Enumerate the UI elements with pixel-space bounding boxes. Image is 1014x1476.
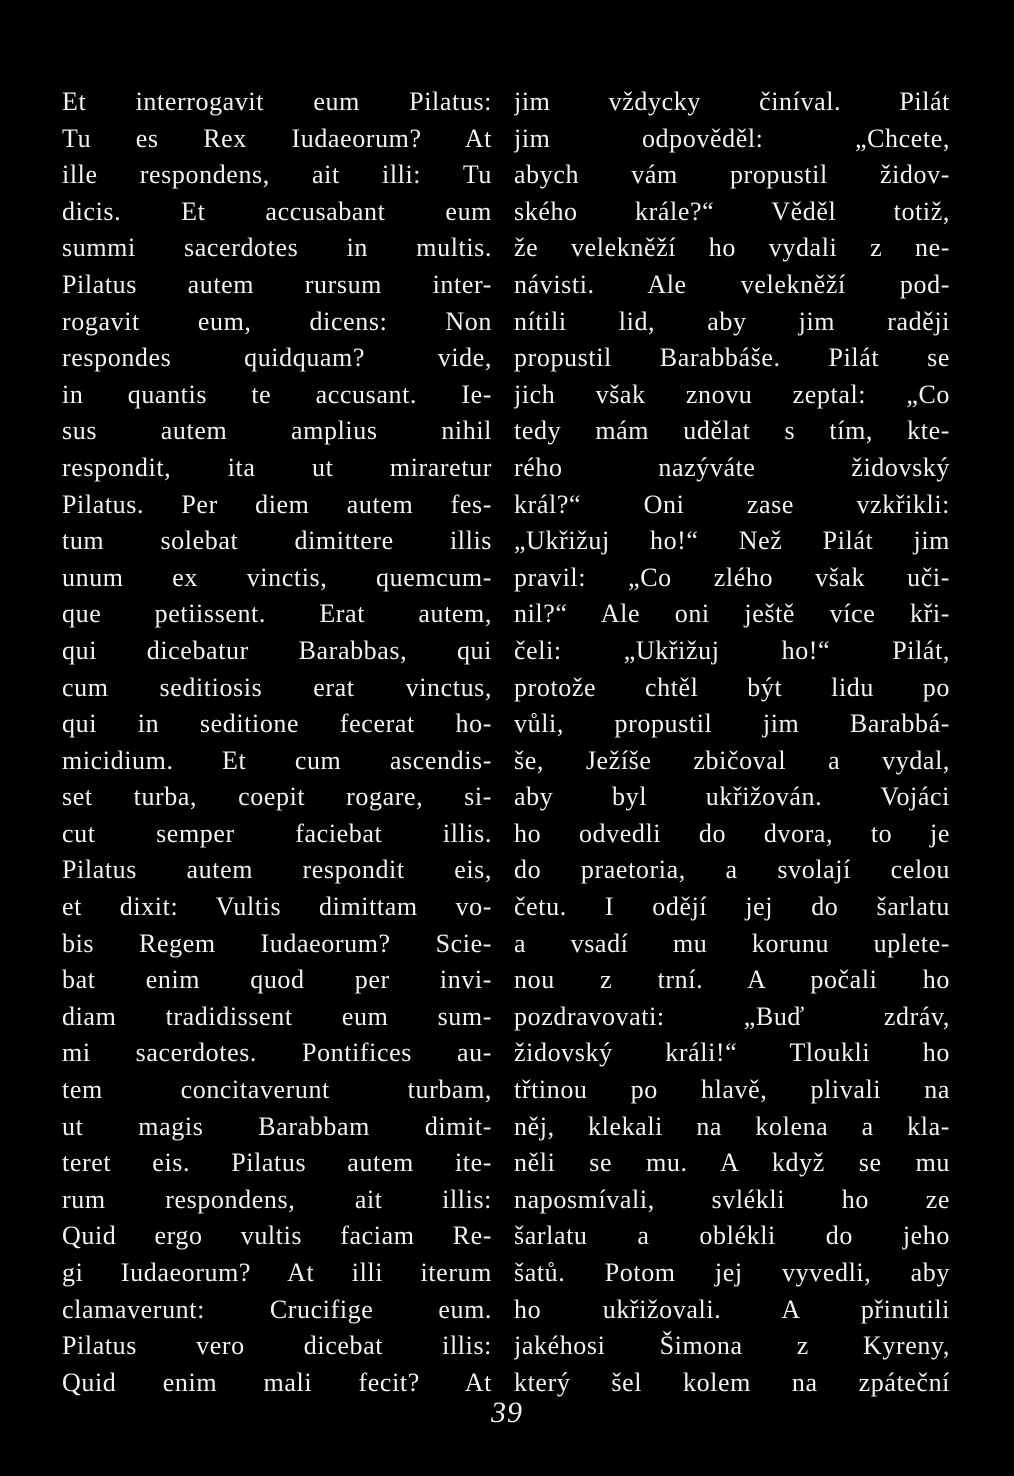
latin-text-line: tem concitaverunt turbam, [62,1075,492,1105]
latin-text-line: Quid ergo vultis faciam Re- [62,1221,492,1251]
czech-text-line: něj, klekali na kolena a kla- [514,1111,950,1141]
latin-text-line: unum ex vinctis, quemcum- [62,562,492,592]
latin-text-line: Pilatus. Per diem autem fes- [62,489,492,519]
latin-text-line: rum respondens, ait illis: [62,1184,492,1214]
czech-text-line: ho ukřižovali. A přinutili [514,1294,950,1324]
latin-text-line: summi sacerdotes in multis. [62,233,492,263]
czech-text-line: „Ukřižuj ho!“ Než Pilát jim [514,526,950,556]
czech-text-line: že velekněží ho vydali z ne- [514,233,950,263]
latin-text-line: diam tradidissent eum sum- [62,1001,492,1031]
latin-text-line: qui in seditione fecerat ho- [62,709,492,739]
czech-text-line: nítili lid, aby jim raději [514,306,950,336]
czech-text-line: ho odvedli do dvora, to je [514,818,950,848]
czech-text-line: abych vám propustil židov- [514,160,950,190]
czech-text-line: šatů. Potom jej vyvedli, aby [514,1258,950,1287]
latin-text-line: gi Iudaeorum? At illi iterum [62,1258,492,1287]
czech-text-line: jim vždycky činíval. Pilát [514,87,950,116]
czech-text-line: židovský králi!“ Tloukli ho [514,1038,950,1068]
czech-text-line: do praetoria, a svolají celou [514,855,950,885]
czech-text-line: návisti. Ale velekněží pod- [514,269,950,299]
czech-text-line: šarlatu a oblékli do jeho [514,1221,950,1251]
latin-text-line: Pilatus autem rursum inter- [62,269,492,299]
czech-text-line: nil?“ Ale oni ještě více kři- [514,599,950,629]
latin-text-line: cut semper faciebat illis. [62,818,492,848]
latin-text-line: mi sacerdotes. Pontifices au- [62,1038,492,1068]
latin-text-line: Pilatus vero dicebat illis: [62,1331,492,1361]
czech-text-line: propustil Barabbáše. Pilát se [514,343,950,373]
latin-text-line: sus autem amplius nihil [62,416,492,446]
czech-text-line: naposmívali, svlékli ho ze [514,1184,950,1214]
czech-text-line: třtinou po hlavě, plivali na [514,1075,950,1105]
czech-text-line: něli se mu. A když se mu [514,1148,950,1178]
latin-text-line: tum solebat dimittere illis [62,526,492,556]
latin-text-column [62,84,492,1401]
czech-text-line: jakéhosi Šimona z Kyreny, [514,1331,950,1361]
czech-text-line: četu. I odějí jej do šarlatu [514,892,950,922]
latin-text-line: clamaverunt: Crucifige eum. [62,1294,492,1324]
czech-text-line: král?“ Oni zase vzkřikli: [514,489,950,519]
latin-text-line: cum seditiosis erat vinctus, [62,672,492,702]
czech-text-line: čeli: „Ukřižuj ho!“ Pilát, [514,635,950,665]
latin-text-line: bat enim quod per invi- [62,965,492,995]
latin-text-line: set turba, coepit rogare, si- [62,782,492,812]
latin-text-line: respondes quidquam? vide, [62,343,492,373]
latin-text-line: que petiissent. Erat autem, [62,599,492,629]
latin-text-line: ut magis Barabbam dimit- [62,1111,492,1141]
czech-text-line: pravil: „Co zlého však uči- [514,562,950,592]
czech-text-line: pozdravovati: „Buď zdráv, [514,1001,950,1031]
latin-text-line: Quid enim mali fecit? At [62,1367,492,1397]
czech-text-line: jich však znovu zeptal: „Co [514,379,950,409]
czech-text-line: tedy mám udělat s tím, kte- [514,416,950,446]
latin-text-line: respondit, ita ut miraretur [62,452,492,482]
latin-text-line: Pilatus autem respondit eis, [62,855,492,885]
latin-text-line: micidium. Et cum ascendis- [62,745,492,775]
czech-text-line: ského krále?“ Věděl totiž, [514,196,950,226]
latin-text-line: teret eis. Pilatus autem ite- [62,1148,492,1178]
latin-text-line: Et interrogavit eum Pilatus: [62,87,492,116]
czech-text-line: který šel kolem na zpáteční [514,1367,950,1397]
czech-text-line: rého nazýváte židovský [514,452,950,482]
latin-text-line: Tu es Rex Iudaeorum? At [62,123,492,153]
czech-text-line: še, Ježíše zbičoval a vydal, [514,745,950,775]
czech-text-line: a vsadí mu korunu uplete- [514,928,950,958]
czech-text-line: nou z trní. A počali ho [514,965,950,995]
czech-text-column [514,84,950,1401]
latin-text-line: dicis. Et accusabant eum [62,196,492,226]
czech-text-line: aby byl ukřižován. Vojáci [514,782,950,812]
page-number: 39 [491,1396,523,1429]
latin-text-line: bis Regem Iudaeorum? Scie- [62,928,492,958]
czech-text-line: protože chtěl být lidu po [514,672,950,702]
czech-text-line: jim odpověděl: „Chcete, [514,123,950,153]
czech-text-line: vůli, propustil jim Barabbá- [514,709,950,739]
latin-text-line: in quantis te accusant. Ie- [62,379,492,409]
latin-text-line: qui dicebatur Barabbas, qui [62,635,492,665]
latin-text-line: rogavit eum, dicens: Non [62,306,492,336]
latin-text-line: et dixit: Vultis dimittam vo- [62,892,492,922]
latin-text-line: ille respondens, ait illi: Tu [62,160,492,190]
